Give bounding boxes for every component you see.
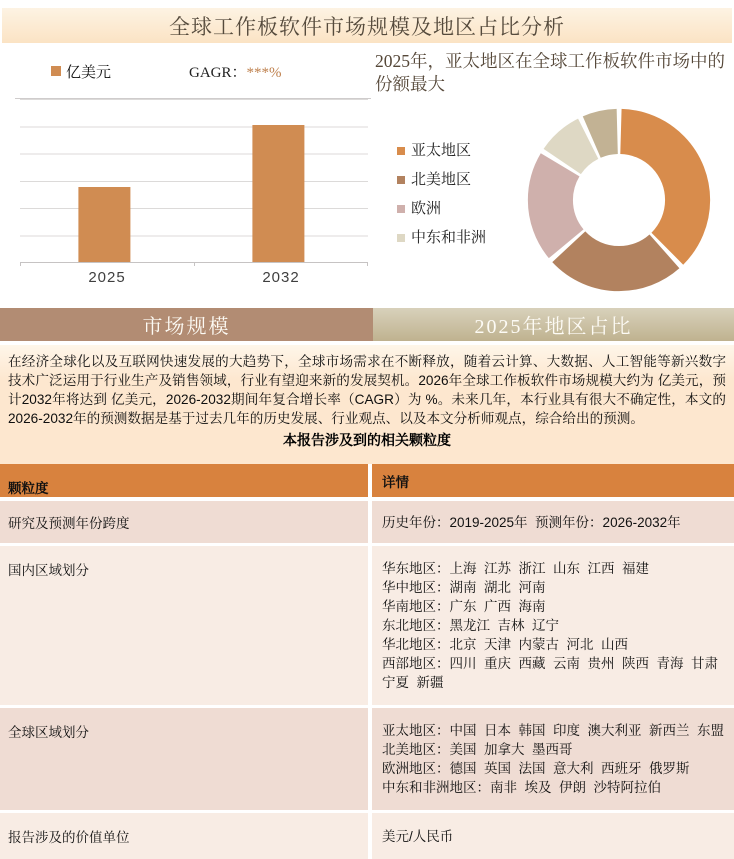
detail-line: 美元/人民币	[382, 828, 454, 844]
legend-item	[397, 229, 521, 247]
row-name: 报告涉及的价值单位	[0, 813, 368, 859]
cagr-text	[189, 61, 282, 82]
detail-line: 西部地区：四川 重庆 西藏 云南 贵州 陕西 青海 甘肃 宁夏 新疆	[382, 656, 726, 690]
table-row	[0, 546, 734, 705]
row-details	[372, 708, 734, 810]
donut-legend	[397, 142, 521, 298]
legend-label: 北美地区	[411, 171, 472, 188]
donut-title: 2025年，亚太地区在全球工作板软件市场中的份额最大	[375, 51, 725, 94]
tab-region-share: 2025年地区占比	[373, 308, 734, 341]
granularity-table	[0, 464, 734, 859]
detail-line: 北美地区：美国 加拿大 墨西哥	[382, 742, 573, 757]
bars-container	[20, 99, 368, 262]
row-name: 国内区域划分	[0, 546, 368, 705]
detail-line: 中东和非洲地区：南非 埃及 伊朗 沙特阿拉伯	[382, 780, 662, 795]
donut-chart	[521, 102, 717, 298]
x-axis-label: 2025	[88, 269, 126, 286]
detail-line: 欧洲地区：德国 英国 法国 意大利 西班牙 俄罗斯	[382, 761, 690, 776]
table-row	[0, 501, 734, 543]
legend-swatch-icon	[397, 147, 405, 155]
detail-line: 华东地区：上海 江苏 浙江 山东 江西 福建	[382, 561, 650, 576]
series-label: 亿美元	[66, 63, 112, 81]
legend-swatch-icon	[397, 205, 405, 213]
legend-swatch-icon	[397, 234, 405, 242]
table-body	[0, 501, 734, 859]
axis-tick	[20, 262, 21, 266]
table-header-detail: 详情	[372, 464, 734, 497]
detail-line: 历史年份：2019-2025年 预测年份：2026-2032年	[382, 514, 681, 530]
table-row	[0, 708, 734, 810]
row-name: 全球区域划分	[0, 708, 368, 810]
legend-label: 亚太地区	[411, 142, 472, 159]
legend-label: 中东和非洲	[411, 229, 487, 246]
donut-layout	[375, 106, 731, 298]
row-details	[372, 546, 734, 705]
table-header-granularity: 颗粒度	[0, 464, 368, 497]
bar-chart-panel	[15, 43, 371, 307]
cagr-label: GAGR：	[189, 64, 247, 81]
legend-label: 欧洲	[411, 200, 442, 217]
x-axis-label: 2032	[262, 269, 300, 286]
detail-line: 亚太地区：中国 日本 韩国 印度 澳大利亚 新西兰 东盟	[382, 723, 725, 738]
table-header-row	[0, 464, 734, 497]
axis-tick	[367, 262, 368, 266]
section-tabs	[0, 308, 734, 341]
legend-item	[397, 142, 521, 160]
bar-column	[20, 99, 194, 262]
bar-2032	[252, 125, 304, 262]
title-bar	[2, 8, 732, 43]
series-swatch-icon	[51, 66, 61, 76]
detail-line: 东北地区：黑龙江 吉林 辽宁	[382, 618, 560, 633]
x-axis-labels	[20, 269, 368, 286]
page-title: 全球工作板软件市场规模及地区占比分析	[169, 14, 565, 39]
detail-line: 华南地区：广东 广西 海南	[382, 599, 546, 614]
axis-tick	[194, 262, 195, 266]
bar-2025	[78, 187, 130, 262]
bar-chart-legend	[51, 61, 371, 81]
row-details	[372, 501, 734, 543]
charts-section	[0, 43, 734, 307]
bar-plot-area	[20, 99, 368, 263]
table-title: 本报告涉及到的相关颗粒度	[283, 432, 451, 448]
cagr-value: ***%	[246, 64, 282, 81]
legend-swatch-icon	[397, 176, 405, 184]
legend-item	[397, 200, 521, 218]
row-name: 研究及预测年份跨度	[0, 501, 368, 543]
row-details	[372, 813, 734, 859]
detail-line: 华北地区：北京 天津 内蒙古 河北 山西	[382, 637, 629, 652]
legend-item	[397, 171, 521, 189]
tab-market-size: 市场规模	[0, 308, 373, 341]
bar-column	[194, 99, 368, 262]
summary-paragraph: 在经济全球化以及互联网快速发展的大趋势下，全球市场需求在不断释放，随着云计算、大数据、人工智能等新兴数字技术广泛运用于行业生产及销售领域，行业有望迎来新的发展契机。2026年全球工作板软件市场规模大约为 亿美元，预计2032年将达到 亿美元，2026-2032期间年复合增长率（CAGR）为 %。未来几年，本行业具有很大不确定性，本文的2026-2032年的预测数据是基于过去几年的历史发展、行业观点、以及本文分析师观点，综合给出的预测。	[8, 354, 726, 426]
table-row	[0, 813, 734, 859]
donut-chart-panel	[375, 43, 731, 307]
detail-line: 华中地区：湖南 湖北 河南	[382, 580, 546, 595]
summary-section	[0, 345, 734, 464]
